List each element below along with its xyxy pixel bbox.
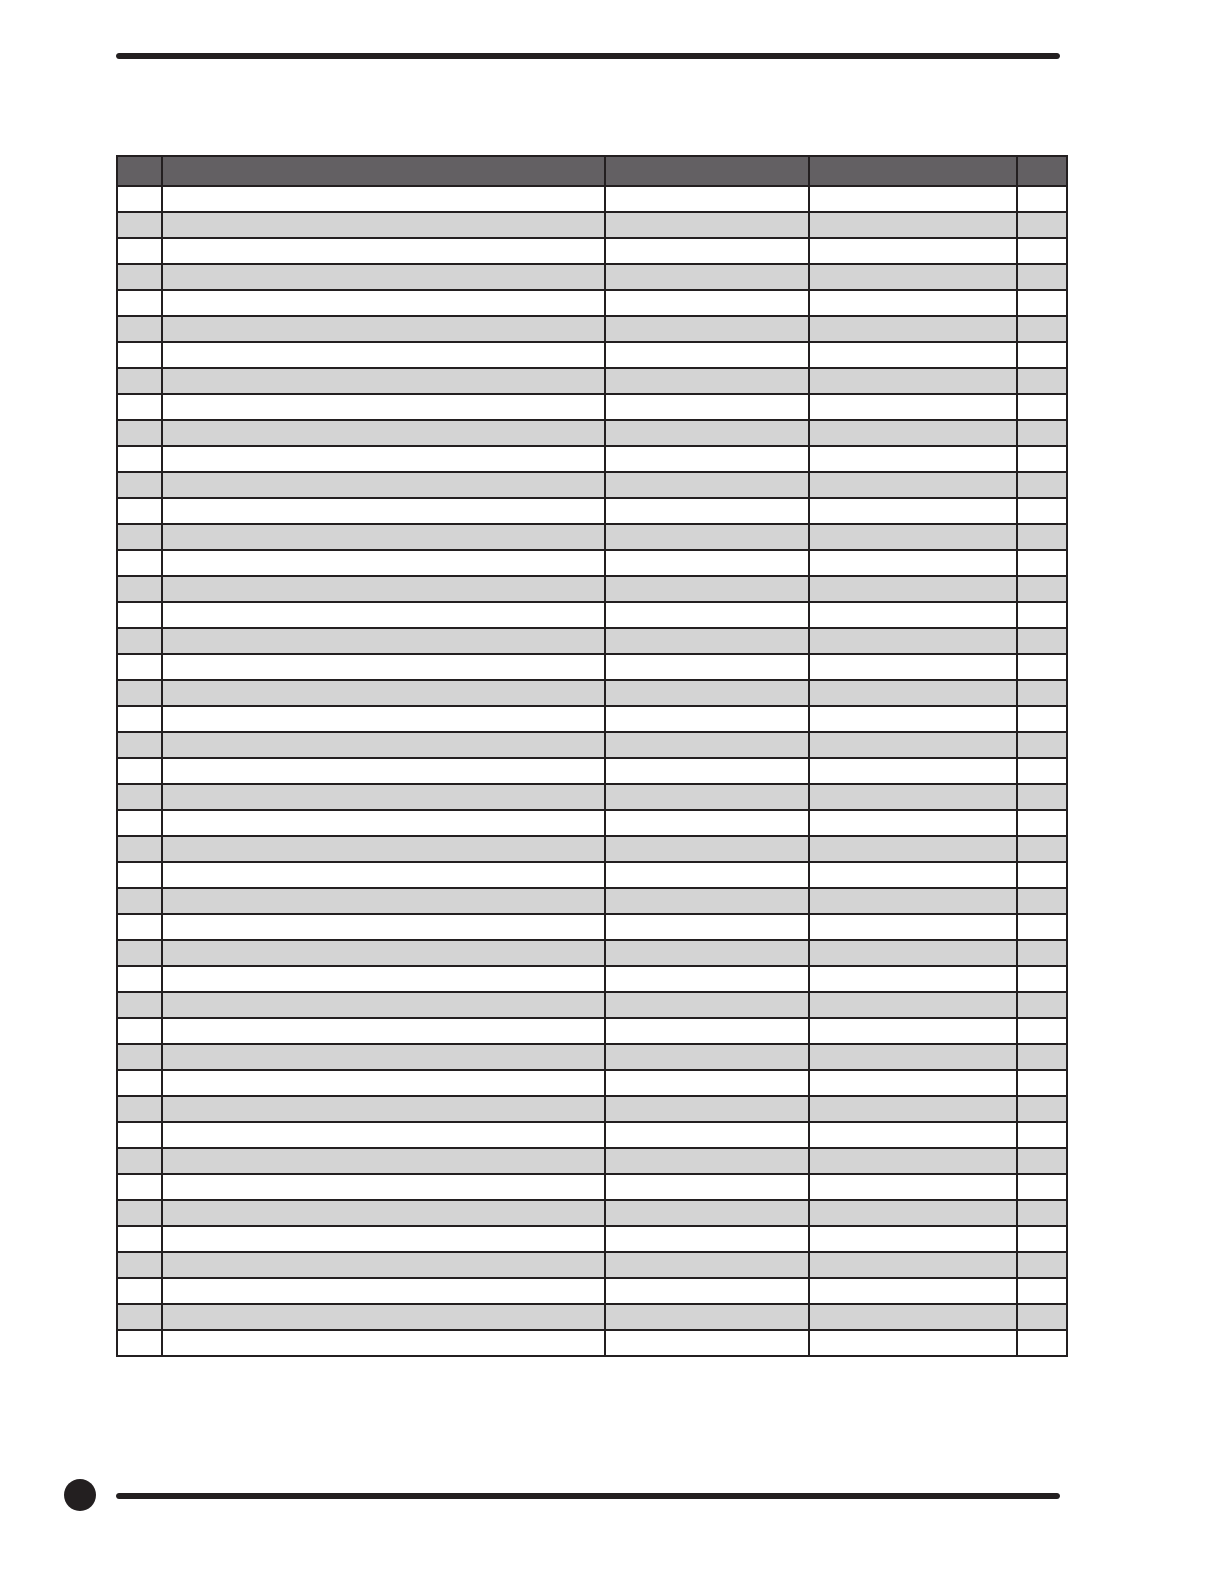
table-cell (809, 654, 1017, 680)
table-cell (162, 1174, 605, 1200)
table-cell (117, 1122, 162, 1148)
table-row (117, 550, 1067, 576)
table-cell (1017, 992, 1067, 1018)
table-row (117, 212, 1067, 238)
table-cell (809, 316, 1017, 342)
table-row (117, 758, 1067, 784)
table-cell (605, 888, 809, 914)
table-cell (117, 940, 162, 966)
table-cell (809, 1096, 1017, 1122)
table-cell (809, 784, 1017, 810)
table-cell (1017, 576, 1067, 602)
table-cell (605, 316, 809, 342)
table-cell (117, 732, 162, 758)
table-cell (605, 264, 809, 290)
table-cell (605, 706, 809, 732)
table-cell (162, 212, 605, 238)
table-cell (809, 1304, 1017, 1330)
table-cell (605, 1330, 809, 1356)
table-cell (117, 1070, 162, 1096)
table-cell (162, 446, 605, 472)
table-cell (605, 1252, 809, 1278)
table-cell (809, 1330, 1017, 1356)
table-cell (117, 992, 162, 1018)
table-cell (605, 1044, 809, 1070)
table-cell (809, 212, 1017, 238)
table-cell (162, 1200, 605, 1226)
table-cell (117, 212, 162, 238)
table-cell (809, 602, 1017, 628)
table-cell (809, 966, 1017, 992)
table-cell (809, 862, 1017, 888)
table-row (117, 1174, 1067, 1200)
table-cell (1017, 706, 1067, 732)
table-cell (809, 368, 1017, 394)
table-cell (809, 498, 1017, 524)
table-cell (1017, 1096, 1067, 1122)
table-cell (162, 290, 605, 316)
table-cell (117, 446, 162, 472)
table-cell (1017, 290, 1067, 316)
table-cell (809, 576, 1017, 602)
table-cell (162, 1148, 605, 1174)
table-cell (117, 238, 162, 264)
table-cell (809, 732, 1017, 758)
table-cell (1017, 1304, 1067, 1330)
table-cell (162, 862, 605, 888)
table-row (117, 992, 1067, 1018)
table-row (117, 264, 1067, 290)
table-cell (605, 1018, 809, 1044)
table-row (117, 1330, 1067, 1356)
table-cell (1017, 212, 1067, 238)
table-cell (809, 1148, 1017, 1174)
table-cell (605, 498, 809, 524)
table-cell (162, 420, 605, 446)
bottom-rule (116, 1493, 1060, 1499)
table-cell (809, 264, 1017, 290)
table-cell (809, 524, 1017, 550)
table-header-row (117, 156, 1067, 186)
table-cell (162, 1278, 605, 1304)
table-cell (809, 1174, 1017, 1200)
table-body (117, 186, 1067, 1356)
table-cell (605, 1070, 809, 1096)
table-cell (1017, 836, 1067, 862)
table-cell (117, 862, 162, 888)
table-cell (162, 836, 605, 862)
table-cell (117, 420, 162, 446)
table-cell (809, 1200, 1017, 1226)
table-row (117, 238, 1067, 264)
table-cell (162, 1070, 605, 1096)
table-cell (605, 758, 809, 784)
column-header (1017, 156, 1067, 186)
table-cell (605, 680, 809, 706)
table-cell (809, 550, 1017, 576)
table-cell (809, 628, 1017, 654)
table-cell (1017, 1174, 1067, 1200)
table-cell (809, 394, 1017, 420)
table-cell (162, 888, 605, 914)
table-cell (1017, 264, 1067, 290)
table-cell (1017, 1122, 1067, 1148)
table-cell (1017, 1278, 1067, 1304)
table-cell (1017, 1044, 1067, 1070)
table-cell (605, 290, 809, 316)
table-cell (117, 966, 162, 992)
table-cell (162, 368, 605, 394)
table-cell (117, 290, 162, 316)
table-cell (605, 212, 809, 238)
table-cell (809, 836, 1017, 862)
table-row (117, 524, 1067, 550)
table-cell (605, 1200, 809, 1226)
table-cell (162, 654, 605, 680)
table-cell (162, 394, 605, 420)
table-cell (117, 264, 162, 290)
table-cell (605, 420, 809, 446)
table-cell (117, 810, 162, 836)
table-cell (117, 680, 162, 706)
table-cell (117, 1148, 162, 1174)
table-cell (605, 914, 809, 940)
table-cell (809, 446, 1017, 472)
table-cell (162, 940, 605, 966)
table-cell (162, 550, 605, 576)
table-cell (1017, 1330, 1067, 1356)
table-cell (162, 342, 605, 368)
table-cell (1017, 1252, 1067, 1278)
table-row (117, 576, 1067, 602)
table-row (117, 914, 1067, 940)
table-cell (162, 1018, 605, 1044)
table-row (117, 1148, 1067, 1174)
table-row (117, 784, 1067, 810)
table-cell (1017, 238, 1067, 264)
table-cell (117, 888, 162, 914)
table-cell (117, 758, 162, 784)
table-cell (162, 1096, 605, 1122)
table-cell (605, 446, 809, 472)
table-cell (1017, 602, 1067, 628)
table-row (117, 446, 1067, 472)
table-cell (162, 1226, 605, 1252)
table-cell (162, 1304, 605, 1330)
table-cell (117, 914, 162, 940)
table-cell (117, 602, 162, 628)
table-cell (605, 1122, 809, 1148)
table-cell (605, 836, 809, 862)
table-cell (809, 992, 1017, 1018)
table-cell (605, 862, 809, 888)
table-cell (1017, 498, 1067, 524)
table-cell (117, 1226, 162, 1252)
table-row (117, 602, 1067, 628)
table-cell (162, 316, 605, 342)
top-rule (116, 53, 1060, 59)
page-number-marker (64, 1479, 96, 1511)
table-row (117, 888, 1067, 914)
table-cell (1017, 524, 1067, 550)
table-row (117, 1044, 1067, 1070)
table-cell (162, 186, 605, 212)
table-cell (117, 1174, 162, 1200)
table-cell (1017, 862, 1067, 888)
table-row (117, 1278, 1067, 1304)
table-cell (117, 576, 162, 602)
table-row (117, 654, 1067, 680)
table-cell (605, 784, 809, 810)
table-cell (809, 706, 1017, 732)
table-cell (117, 1330, 162, 1356)
table-cell (117, 550, 162, 576)
table-cell (117, 394, 162, 420)
table-cell (809, 914, 1017, 940)
table-cell (1017, 810, 1067, 836)
table-cell (605, 732, 809, 758)
table-cell (809, 472, 1017, 498)
table-cell (605, 602, 809, 628)
table-cell (809, 680, 1017, 706)
column-header (605, 156, 809, 186)
table-cell (162, 602, 605, 628)
table-cell (605, 472, 809, 498)
table-cell (162, 784, 605, 810)
table-row (117, 394, 1067, 420)
table-cell (162, 992, 605, 1018)
table-cell (605, 1096, 809, 1122)
table-cell (1017, 1200, 1067, 1226)
table-cell (162, 680, 605, 706)
table-cell (162, 524, 605, 550)
table-cell (117, 836, 162, 862)
table-cell (809, 1226, 1017, 1252)
table-row (117, 1096, 1067, 1122)
table-cell (117, 1044, 162, 1070)
table-cell (1017, 732, 1067, 758)
table-cell (1017, 342, 1067, 368)
table-cell (809, 810, 1017, 836)
table-cell (1017, 888, 1067, 914)
table-row (117, 810, 1067, 836)
table-cell (605, 1174, 809, 1200)
column-header (809, 156, 1017, 186)
table-cell (162, 1044, 605, 1070)
table-cell (117, 1304, 162, 1330)
table-cell (1017, 1148, 1067, 1174)
table-cell (809, 888, 1017, 914)
table-cell (605, 810, 809, 836)
table-cell (809, 940, 1017, 966)
table-cell (117, 706, 162, 732)
table-row (117, 472, 1067, 498)
table-cell (117, 368, 162, 394)
table-cell (117, 1200, 162, 1226)
table-cell (1017, 420, 1067, 446)
table-cell (809, 758, 1017, 784)
table-row (117, 420, 1067, 446)
table-cell (162, 706, 605, 732)
column-header (117, 156, 162, 186)
table-cell (162, 628, 605, 654)
table-cell (1017, 940, 1067, 966)
table-row (117, 680, 1067, 706)
table-cell (1017, 186, 1067, 212)
table-cell (117, 524, 162, 550)
table-cell (162, 758, 605, 784)
table-cell (117, 654, 162, 680)
table-cell (162, 238, 605, 264)
table-row (117, 1018, 1067, 1044)
table-row (117, 368, 1067, 394)
table-cell (162, 1122, 605, 1148)
table-cell (1017, 914, 1067, 940)
table-cell (605, 940, 809, 966)
table-cell (809, 1122, 1017, 1148)
table-cell (605, 1278, 809, 1304)
table-cell (1017, 472, 1067, 498)
table-cell (117, 186, 162, 212)
table-row (117, 966, 1067, 992)
table-cell (1017, 394, 1067, 420)
table-cell (1017, 550, 1067, 576)
table-row (117, 1252, 1067, 1278)
blank-table (116, 155, 1068, 1357)
table-cell (605, 966, 809, 992)
table-cell (117, 628, 162, 654)
table-cell (605, 992, 809, 1018)
table-cell (605, 628, 809, 654)
table-cell (1017, 446, 1067, 472)
table-row (117, 1304, 1067, 1330)
table-cell (162, 576, 605, 602)
table-cell (117, 784, 162, 810)
table-cell (1017, 1070, 1067, 1096)
table-cell (809, 1044, 1017, 1070)
table-cell (605, 1226, 809, 1252)
table-cell (162, 810, 605, 836)
table-cell (605, 576, 809, 602)
table-row (117, 1122, 1067, 1148)
table-cell (117, 1278, 162, 1304)
table-row (117, 290, 1067, 316)
table-cell (605, 238, 809, 264)
table-row (117, 1200, 1067, 1226)
table-row (117, 1226, 1067, 1252)
table-row (117, 342, 1067, 368)
table-cell (117, 1018, 162, 1044)
table-cell (117, 316, 162, 342)
table-cell (1017, 316, 1067, 342)
table-cell (162, 732, 605, 758)
table-cell (1017, 1018, 1067, 1044)
table-row (117, 186, 1067, 212)
table-cell (117, 472, 162, 498)
table-row (117, 940, 1067, 966)
table-row (117, 836, 1067, 862)
table-row (117, 862, 1067, 888)
table-cell (605, 550, 809, 576)
table-cell (162, 472, 605, 498)
table-row (117, 732, 1067, 758)
table-row (117, 1070, 1067, 1096)
table-row (117, 498, 1067, 524)
table-cell (605, 368, 809, 394)
table-cell (809, 342, 1017, 368)
table-cell (605, 1304, 809, 1330)
table-cell (162, 498, 605, 524)
table-cell (605, 1148, 809, 1174)
table-cell (809, 1252, 1017, 1278)
table-cell (117, 1096, 162, 1122)
table-row (117, 316, 1067, 342)
table-cell (117, 342, 162, 368)
table-cell (1017, 368, 1067, 394)
table-cell (1017, 680, 1067, 706)
table-row (117, 706, 1067, 732)
table-cell (162, 966, 605, 992)
table-cell (809, 290, 1017, 316)
table-cell (162, 914, 605, 940)
table-cell (605, 654, 809, 680)
table-cell (1017, 628, 1067, 654)
table-row (117, 628, 1067, 654)
table-cell (1017, 758, 1067, 784)
table-cell (1017, 784, 1067, 810)
table-cell (162, 264, 605, 290)
table-cell (1017, 966, 1067, 992)
table-cell (117, 498, 162, 524)
table-cell (809, 238, 1017, 264)
table-cell (809, 420, 1017, 446)
table-cell (605, 394, 809, 420)
table-cell (809, 1070, 1017, 1096)
table-cell (809, 1018, 1017, 1044)
table-cell (809, 186, 1017, 212)
table-cell (605, 342, 809, 368)
table-cell (162, 1330, 605, 1356)
table-cell (1017, 1226, 1067, 1252)
table-cell (605, 524, 809, 550)
table-cell (605, 186, 809, 212)
table-cell (809, 1278, 1017, 1304)
column-header (162, 156, 605, 186)
table-cell (162, 1252, 605, 1278)
table-cell (117, 1252, 162, 1278)
table-cell (1017, 654, 1067, 680)
